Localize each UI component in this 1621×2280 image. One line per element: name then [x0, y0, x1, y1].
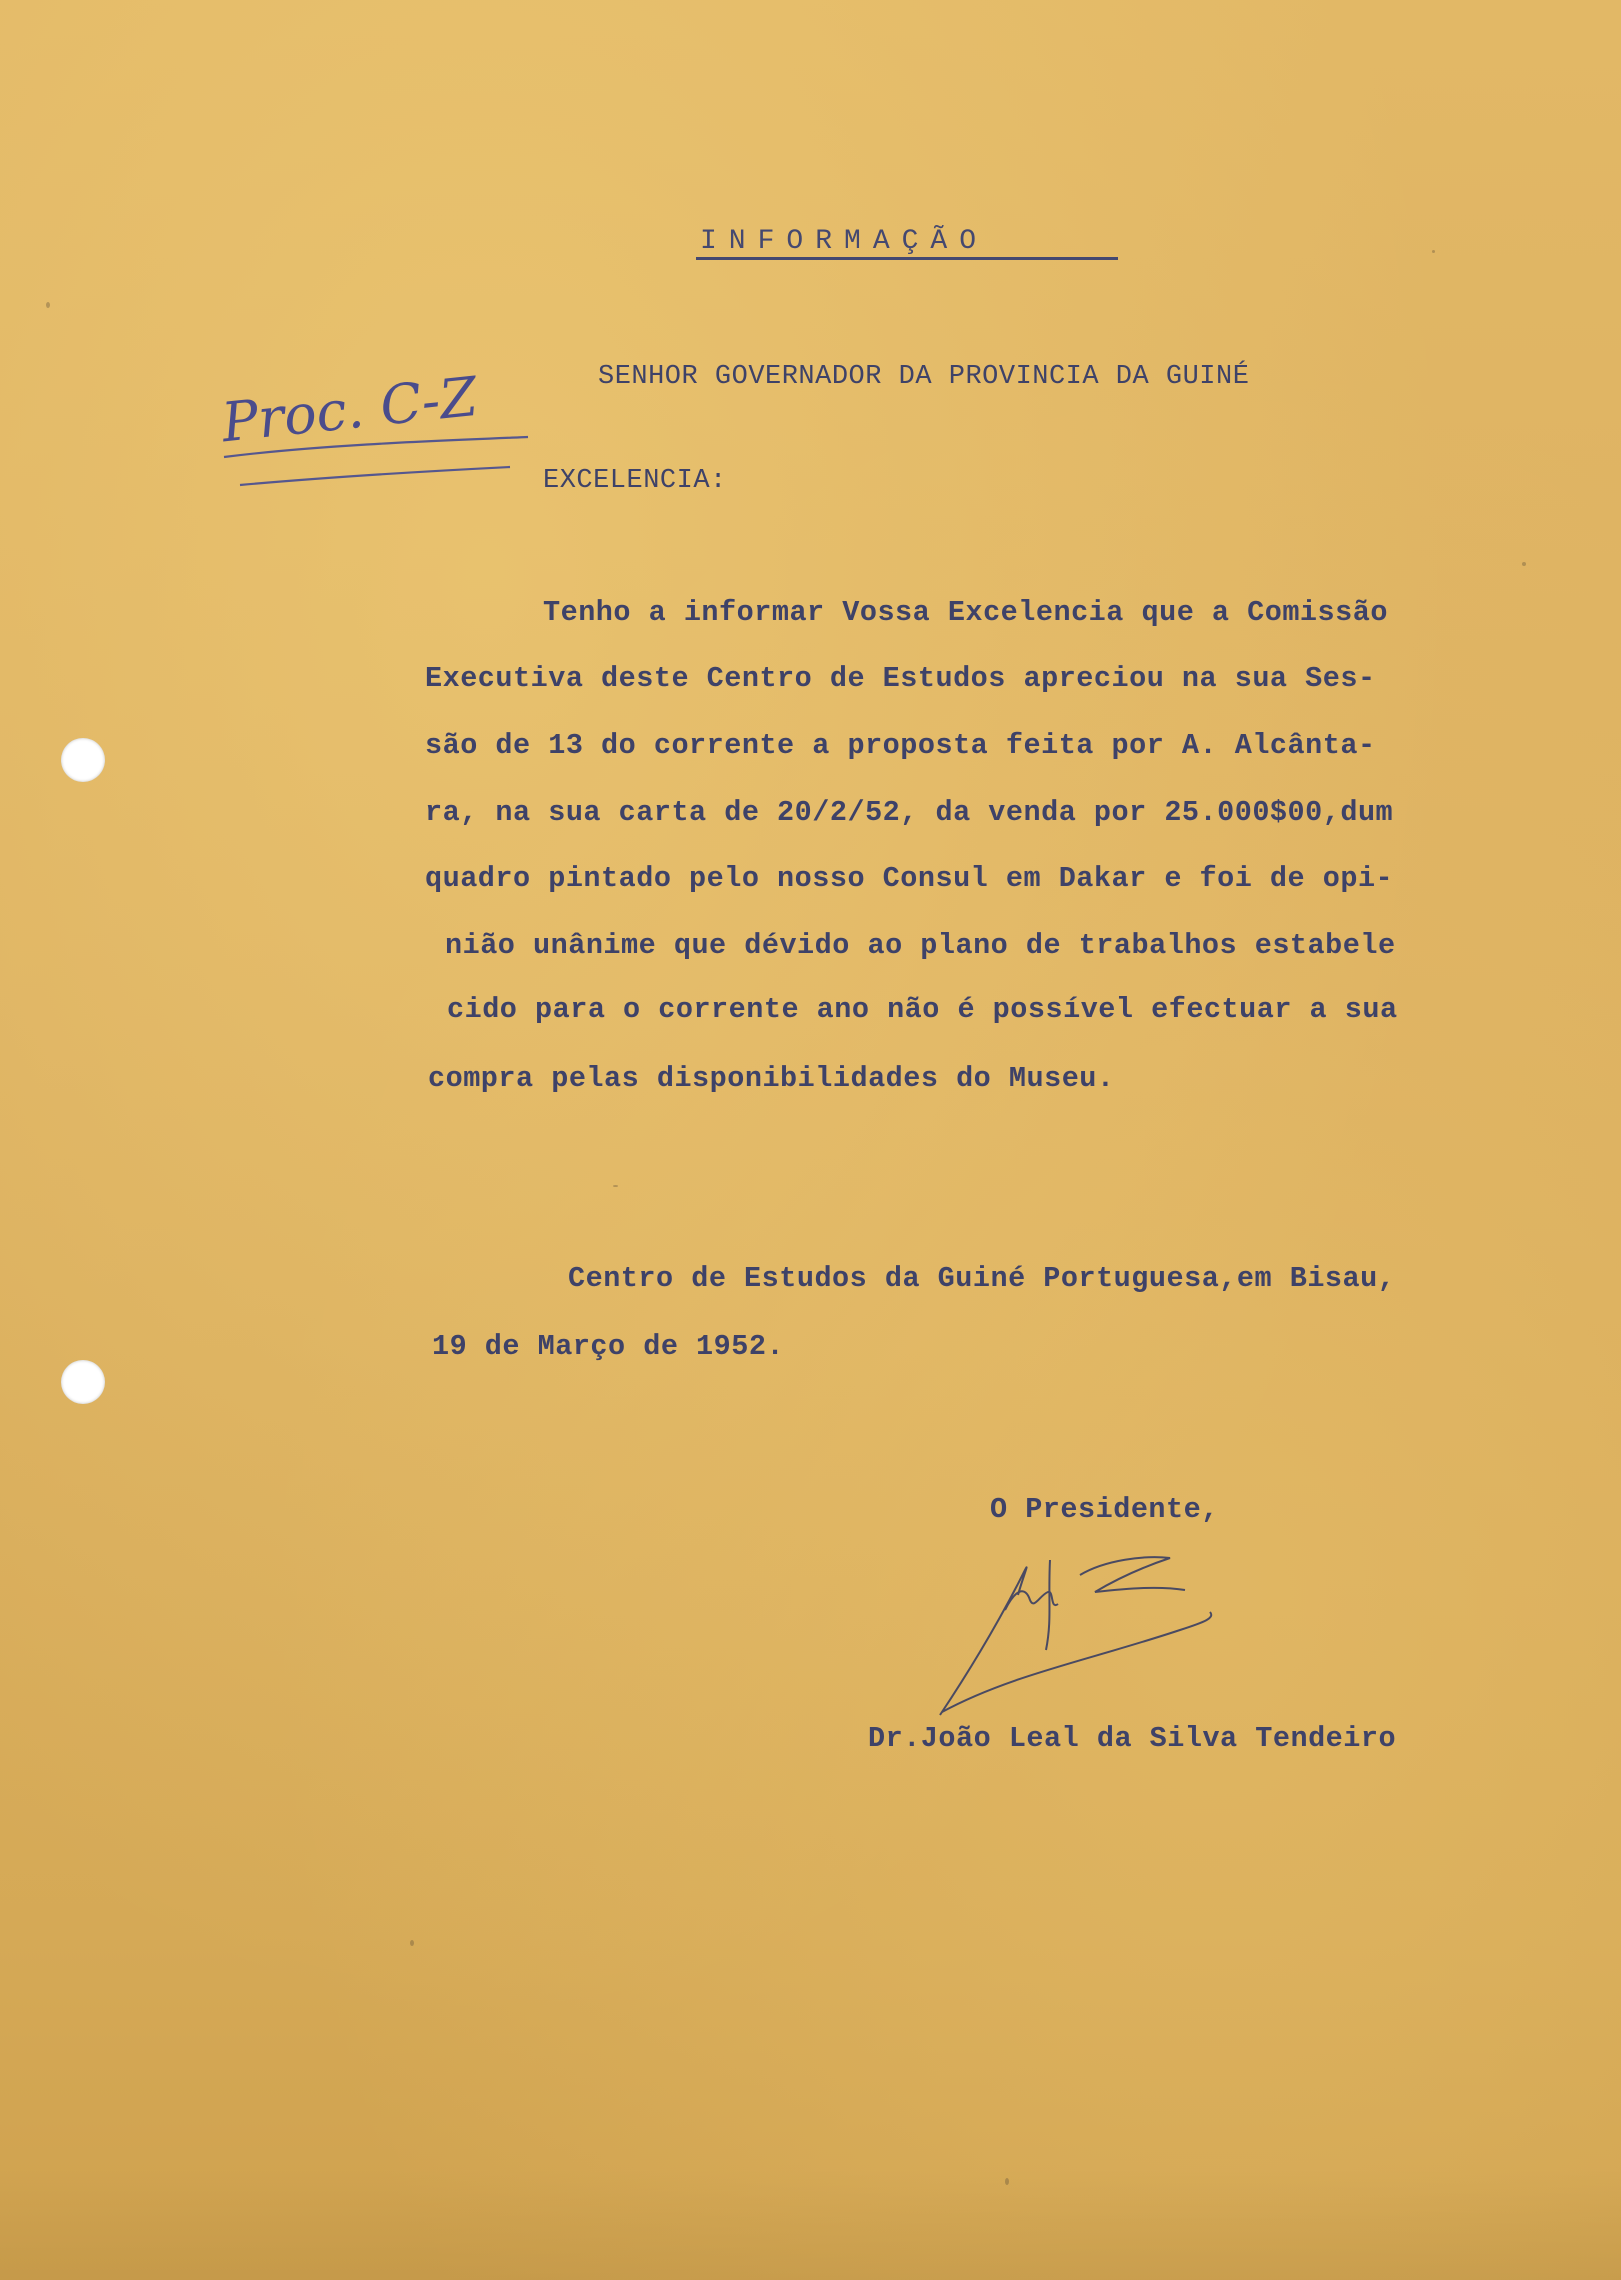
title-underline	[696, 257, 1118, 260]
closing-place: Centro de Estudos da Guiné Portuguesa,em Bisau,	[568, 1262, 1396, 1295]
salutation: EXCELENCIA:	[543, 466, 727, 496]
signature-title: O Presidente,	[990, 1493, 1219, 1526]
body-line: quadro pintado pelo nosso Consul em Dakar e foi de opi-	[425, 862, 1394, 895]
paper-speck	[410, 1940, 414, 1946]
paper-speck	[1522, 562, 1526, 566]
paper-speck	[46, 302, 50, 308]
paper-speck	[613, 1185, 618, 1187]
handwritten-note-text: Proc. C-Z	[218, 364, 481, 455]
addressee-line: SENHOR GOVERNADOR DA PROVINCIA DA GUINÉ	[598, 362, 1250, 392]
punch-hole-bottom	[61, 1360, 105, 1404]
signatory-name: Dr.João Leal da Silva Tendeiro	[868, 1722, 1397, 1755]
body-line: Executiva deste Centro de Estudos apreciou na sua Ses-	[425, 662, 1376, 695]
body-line: ra, na sua carta de 20/2/52, da venda por 25.000$00,dum	[425, 796, 1394, 829]
document-title: INFORMAÇÃO	[700, 226, 989, 257]
paper-stain	[0, 2170, 1621, 2280]
body-line: nião unânime que dévido ao plano de trabalhos estabele	[445, 929, 1396, 962]
paper-speck	[1432, 250, 1435, 253]
body-line: compra pelas disponibilidades do Museu.	[428, 1062, 1115, 1095]
closing-date: 19 de Março de 1952.	[432, 1330, 785, 1363]
handwritten-note	[210, 345, 540, 495]
handwritten-signature	[930, 1500, 1290, 1730]
paper-speck	[1005, 2178, 1009, 2185]
body-line: cido para o corrente ano não é possível efectuar a sua	[447, 993, 1398, 1026]
punch-hole-top	[61, 738, 105, 782]
body-line: Tenho a informar Vossa Excelencia que a Comissão	[543, 596, 1388, 629]
body-line: são de 13 do corrente a proposta feita por A. Alcânta-	[425, 729, 1376, 762]
